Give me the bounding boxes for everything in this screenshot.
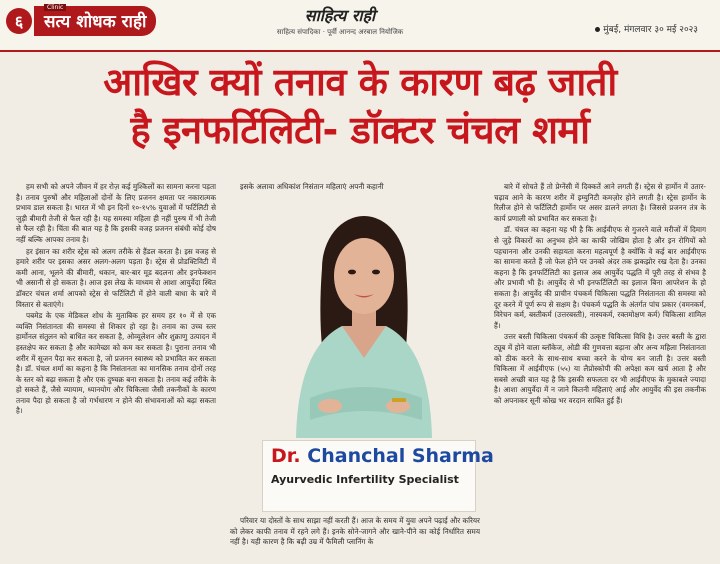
paragraph: पबमेड के एक मेडिकल शोध के मुताबिक हर समय हर १० में से एक व्यक्ति निसंतानता की समस्या से शिकार हो रहा है। तनाव का उच्च स्तर हार्मोनल संतुलन को बाधित कर सकता है, ओव्यूलेशन और शुक्राणु उत्पादन में हस्तक्षेप कर सकता है और कामेच्छा को कम कर सकता है। पुराना तनाव भी शरीर में सूजन पैदा कर सकता है, जो प्रजनन स्वास्थ्य को प्रभावित कर सकता है। डॉ. चंचल शर्मा का कहना है कि निसंतानता का मानसिक तनाव दोनों तरह के स्तर को बढ़ा सकता है और एक दुष्चक्र बना सकता है। तनाव कई तरीके के हो सकते हैं, जैसे व्यायाम, ध्यानयोग और चिकित्सा जैसी तकनीकों के कारण तनाव पैदा हो सकता है जो गर्भधारण न होने की संभावनाओं को बढ़ा सकता है। <box>16 311 216 416</box>
paragraph: हर इंसान का शरीर स्ट्रेस को अलग तरीके से हैंडल करता है। इस वजह से हमारे शरीर पर इसका असर अलग-अलग पड़ता है। स्ट्रेस से प्रोडक्टिविटी में कमी आना, भूलने की बीमारी, थकान, बार-बार मूड बदलना और इनफेक्शन भी असानी से हो सकता है। आज इस लेख के माध्यम से आशा आयुर्वेदा स्थित डॉक्टर चंचल शर्मा आपको स्ट्रेस से फर्टिलिटी में होने वाली बाधा के बारे में विस्तार से बताएंगे। <box>16 246 216 309</box>
brand-tag: Clinic <box>44 4 66 11</box>
issue-date: मुंबई, मंगलवार ३० मई २०२३ <box>595 22 698 35</box>
brand-name: सत्य शोधक राही <box>44 12 147 32</box>
paragraph: इसके अलावा अधिकांश निसंतान महिलाएं अपनी कहानी <box>240 182 384 191</box>
section-title: साहित्य राही <box>304 6 376 25</box>
doctor-full-name: Chanchal Sharma <box>307 445 494 467</box>
masthead <box>0 0 720 52</box>
section-subtitle: साहित्य संपादिका · पूर्वी आनन्द अरबाल नियोजिक <box>276 28 404 36</box>
article-column-2-bottom <box>230 516 480 562</box>
article-column-2-top <box>230 182 480 196</box>
article-column-3 <box>494 182 706 562</box>
doctor-role: Ayurvedic Infertility Specialist <box>271 473 459 486</box>
paragraph: बारे में सोचते हैं तो प्रेग्नेंसी में दिक्कतें आने लगती हैं। स्ट्रेस से हार्मोन में उतार-चढ़ाव आने के कारण शरीर में इम्युनिटी कमज़ोर होने लगती है। स्ट्रेस हार्मोन के रिलीज होने से फर्टिलिटी हार्मोन पर असर डालने लगता है। जिससे प्रजनन तंत्र के कार्य प्रणाली को प्रभावित कर सकता है। <box>494 182 706 223</box>
headline-line-2: है इनफर्टिलिटी- डॉक्टर चंचल शर्मा <box>130 108 590 152</box>
portrait-illustration <box>246 198 478 438</box>
headline-line-1: आखिर क्यों तनाव के कारण बढ़ जाती <box>103 60 617 104</box>
article-headline <box>10 58 710 154</box>
paragraph: हम सभी को अपने जीवन में हर रोज़ कई मुश्किलों का सामना करना पड़ता है। तनाव पुरुषों और महिलाओं दोनों के लिए प्रजनन क्षमता पर नकारात्मक प्रभाव डाल सकता है। भारत में भी इन दिनों १०-१५% युवाओं में फर्टिलिटी से जुड़ी बीमारी तेजी से फैल रही है। यह समस्या महिला ही नहीं पुरुष में भी तेजी से फैल रही है। चिंता की बात यह है कि इसकी वजह प्रजनन संबंधी कोई दोष नहीं बल्कि आपका तनाव है। <box>16 182 216 244</box>
paragraph: डॉ. चंचल का कहना यह भी है कि आईवीएफ से गुजरने वाले मरीजों में दिमाग से जुड़े विकारों का अनुभव होने का काफी जोखिम होता है और इन रोगियों को पहचानना और उनकी सहायता करना महत्वपूर्ण है क्योंकि वे कई बार आईवीएफ का सामना करते हैं जो फेल होने पर उनको अंदर तक झकझोर रख देता है। उनका कहना है कि इनफर्टिलिटी का इलाज अब आयुर्वेद पद्धति में पूरी तरह से संभव है और प्रभावी भी है। आयुर्वेद से भी इनफर्टिलिटी का इलाज बिना आपरेशन के हो सकता है। आयुर्वेद की प्राचीन पंचकर्म चिकित्सा पद्धति निसंतानता की समस्या को दूर करने में पूर्ण रूप से सक्षम है। पंचकर्म पद्धति के अंतर्गत पांच प्रकार (वमनकर्म, विरेचन कर्म, बस्तीकर्म (उत्तरबस्ती), नास्यकर्म, रक्तमोक्षण कर्म) चिकित्सा शामिल हैं। <box>494 225 706 330</box>
paragraph: उत्तर बस्ती चिकित्सा पंचकर्म की उत्कृष्ट चिकित्सा विधि है। उत्तर बस्ती के द्वारा ट्यूब में होने वाला ब्लॉकेज, ओडी की गुणवत्ता बढ़ाना और अन्य महिला निसंतानता को ठीक करने के साथ-साथ बच्चा करने के योग्य बन जाती है। उत्तर बस्ती चिकित्सा में आईवीएफ (५५) या लैप्रोस्कोपी की अपेक्षा कम खर्च आता है और सबसे अच्छी बात यह है कि इसकी सफलता दर भी आईवीएफ के मुकाबले ज्यादा है। आशा आयुर्वेदा में न जाने कितनी महिलाएं आई और आयुर्वेद की इस तकनीक को अपनाकर सूनी कोख भर वरदान साबित हुई हैं। <box>494 332 706 405</box>
page-number-badge: ६ <box>6 8 32 34</box>
photo-caption <box>262 440 494 512</box>
doctor-title-prefix: Dr. <box>271 445 301 467</box>
doctor-photo <box>246 198 478 438</box>
doctor-name <box>271 445 494 467</box>
article-column-1 <box>16 182 216 560</box>
paragraph: परिवार या दोस्तों के साथ साझा नहीं करती हैं। आज के समय में युवा अपने पढ़ाई और करियर को लेकर काफी तनाव में रहने लगे हैं। इनके सोने-जागने और खाने-पीने का कोई निर्धारित समय नहीं है। यही कारण है कि बढ़ी उम्र में फैमिली प्लानिंग के <box>230 516 480 547</box>
section-header <box>220 4 460 37</box>
